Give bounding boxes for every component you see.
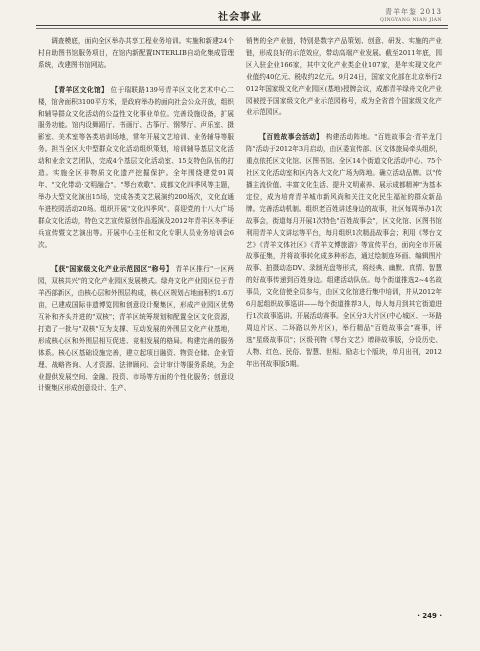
left-column	[38, 36, 234, 395]
section-story-activity	[246, 132, 442, 370]
page-header-title: 社会事业	[218, 12, 262, 23]
right-column	[246, 36, 442, 370]
section-industry-park	[38, 264, 234, 395]
intro-paragraph: 调查模底，面向全区举办共享工程业务培训。实施和新建24个村自助图书馆服务项目，在馆内新配置INTERLIB自动化集成管理系统，改建图书馆网站。	[38, 37, 234, 69]
section-body: 构建活动阵地。"百姓故事会·青羊龙门阵"活动于2012年3月启动，由区委宣传部、区文体旅局牵头组织，重点依托区文化馆、区图书馆、全区14个街道文化活动中心、75个社区文化活动室和区内各大文化广场为阵地。确立活动品牌。以"传播主流价值、丰富文化生活、提升文明素养、展示成都精神"为基本定位，成为培育青羊城市新风尚和关注文化民生福祉的群众新品牌。完善活动机制。组织老百姓讲述身边的故事，社区每周举办1次故事会，街道每月开展1次特色"百姓故事会"，区文化馆、区图书馆利用青羊人文讲坛等平台，每月组织1次精品故事会；利用《琴台文艺》《青羊文体社区》《青羊文博旅游》等宣传平台，面向全市开展故事征集，并将故事转化成多种形态，通过绘制连环画、编辑图片故事、拍摄动态DV、录制光盘等形式，将经典、幽默、真情、智慧的好故事传递到百姓身边。组建活动队伍。每个街道推选2~4名故事员，文化信使全员参与，由区文化馆进行集中培训，并从2012年6月起组织故事巡讲——每个街道推荐3人，每人每月到其它街道进行1次故事巡讲。开展活动赛事。全区分3大片区(中心城区、一环路周边片区、二环路以外片区)，举行精品"百姓故事会"赛事，评选"星级故事员"；区级刊物《琴台文艺》增辟故事版，分设历史、人物、红色、民俗、智慧、世相、励志七个版块，单月出刊，2012年出刊故事版5期。	[246, 133, 442, 368]
section-heading: 【百姓故事会活动】	[259, 133, 324, 142]
header-rule-thin	[36, 28, 448, 29]
yearbook-label: 青羊年鉴 2013	[384, 8, 442, 16]
section-heading: 【获"国家级文化产业示范园区"称号】	[51, 265, 174, 274]
yearbook-pinyin: QINGYANG NIAN JIAN	[380, 18, 442, 23]
header-rule	[36, 25, 448, 26]
section-body: 位于瑞联路139号青羊区文化艺术中心二楼，馆舍面积3100平方米，是政府举办的面向社会公众开放，组织和辅导群众文化活动的公益性文化事业单位。完善设施设备，扩展服务功能。馆内设舞蹈厅、书画厅、古筝厅、钢琴厅、声乐室、摄影室、美术室等各类培训场地，常年开展文艺培训、业务辅导等服务。担当全区大中型群众文化活动组织策划，培训辅导基层文化活动和业余文艺团队，完成4个基层文化活动室、15支特色队伍的打造。实施全区非物质文化遗产挖掘保护。全年围绕建党91周年、"文化带动·文明融合"、"琴台欢歌"、成都文化四季风等主题，举办大型文化演出15场，完成各类文艺展演约200场次，文化直通车进校园活动20场。组织开展"文化四季风"、喜迎党的十八大广场群众文化活动，特色文艺宣传原创作品巡演及2012年青羊区冬季证兵宣传暨文艺演出等。开展中心主任和文化专职人员业务培训会6次。	[38, 85, 234, 249]
page-header-right	[380, 7, 442, 23]
section-wenhuaguan	[38, 85, 234, 252]
page-number: · 249 ·	[417, 612, 442, 620]
continued-paragraph: 销售的全产业链，特别是数字产品策划、创意、研发、实施的产业链，形成良好的示范效应，带动高端产业发展。截至2011年底，园区入驻企业166家，其中文化产业类企业107家，是年实现文化产业值约40亿元、税收约2亿元。9月24日，国家文化部在北京举行2012年国家级文化产业园区(基地)授牌会议，成都青羊绿舟文化产业园被授予国家级文化产业示范园称号，成为全省首个国家级文化产业示范园区。	[246, 37, 442, 117]
section-body: 青羊区推行"一区两园，双核共兴"的文化产业园区发展模式。绿舟文化产业园区位于青羊西部新区，由核心层和外围层构成，核心区规划占地面积约1.6万亩，已建成国际非遗博览园和创意设计聚集区，形成产业园区优势互补和齐头并进的"双核"；青羊区统筹规划和配置全区文化资源，打造了一批与"双核"互为支撑、互动发展的外围层文化产业基地，形成核心区和外围层相互促进、竞相发展的格局。构建完善的服务体系。核心区基础设施完善，建立起项目融资、物资仓储、企业管理、战略咨询、人才资源、法律顾问、会计审计等服务系统，为企业提供发展空间、金融、投资、市场等方面的个性化服务；创意设计聚集区形成创意设计、生产、	[38, 265, 234, 393]
section-heading: 【青羊区文化馆】	[51, 85, 109, 94]
